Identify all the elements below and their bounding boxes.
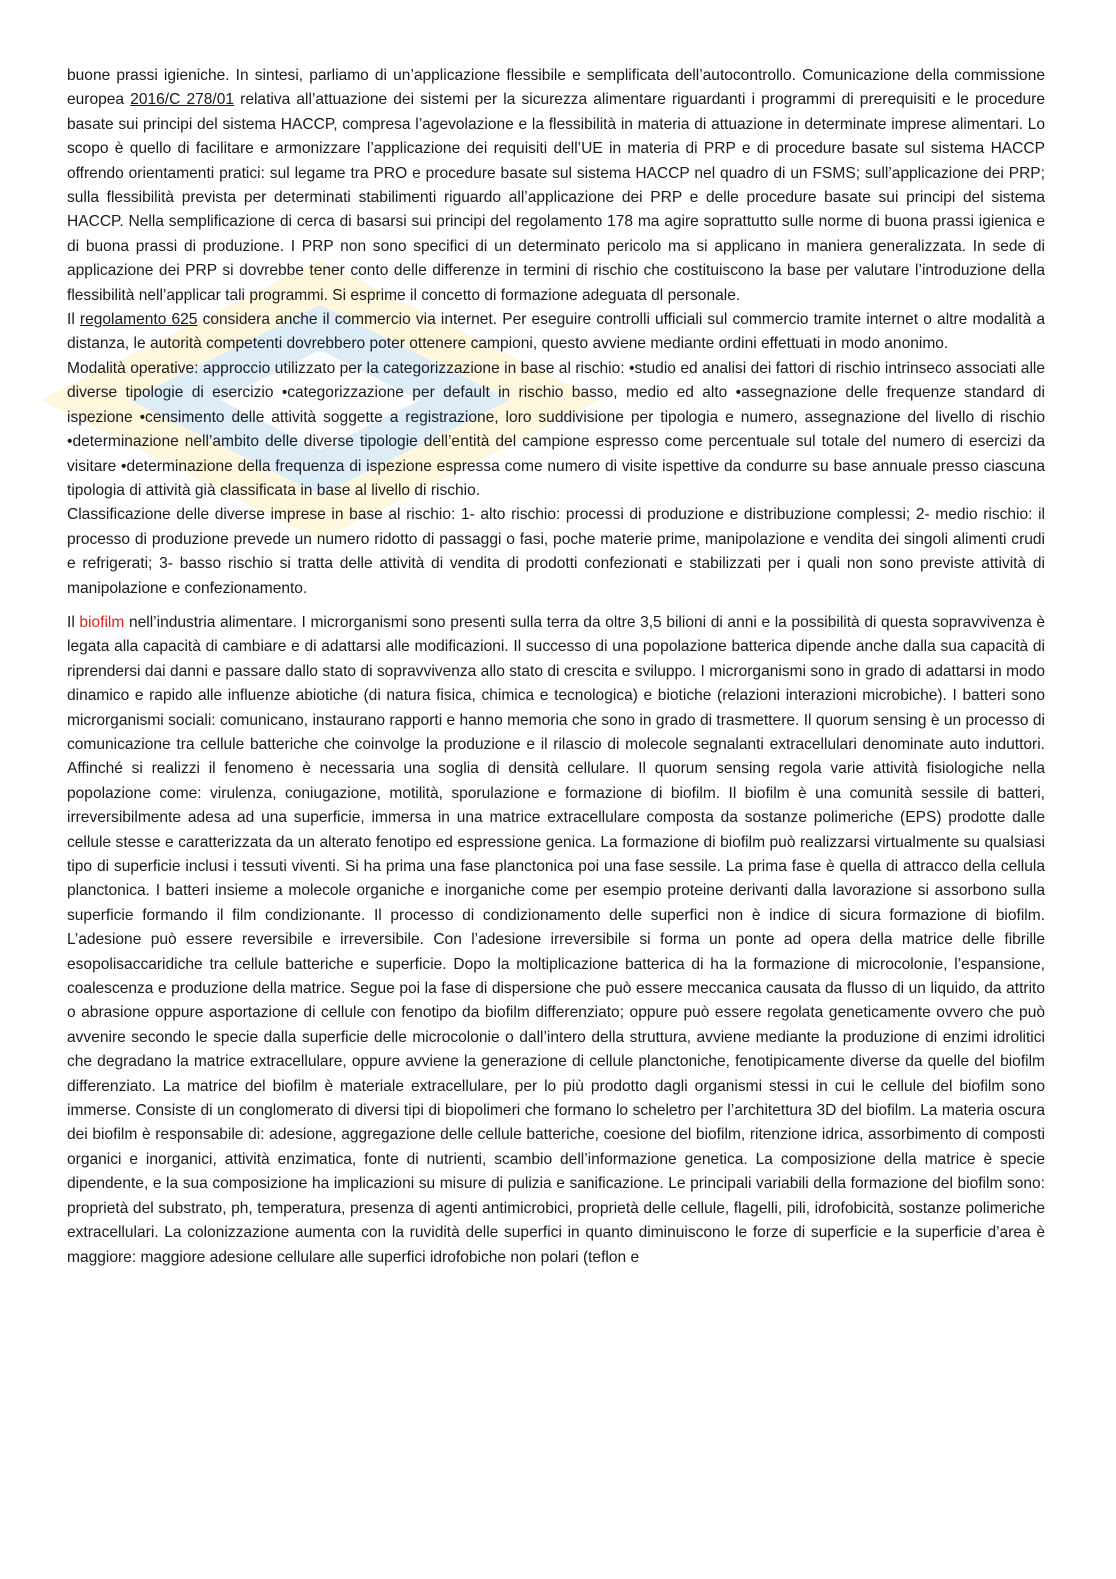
paragraph-modalita-operative: Modalità operative: approccio utilizzato per la categorizzazione in base al rischio: •studio ed analisi dei fattori di rischio intrinseco associati alle diverse tipologie di esercizio •categorizzazione per default in rischio basso, medio ed alto •assegnazione delle frequenze standard di ispezione •censimento delle attività soggette a registrazione, loro suddivisione per tipologia e numero, assegnazione del livello di rischio •determinazione nell’ambito delle diverse tipologie dell’entità del campione espresso come percentuale sul totale del numero di esercizi da visitare •determinazione della frequenza di ispezione espressa come numero di visite ispettive da condurre su base annuale presso ciascuna tipologia di attività già classificata in base al livello di rischio. xyxy=(67,359,1045,499)
paragraph-biofilm xyxy=(67,611,1045,1270)
document-body xyxy=(67,64,1045,1270)
paragraph-text: buone prassi igieniche. In sintesi, parliamo di un’applicazione flessibile e semplificata dell’autocontrollo. Comunicazione della commissione europea xyxy=(67,67,1045,109)
paragraph-classificazione: Classificazione delle diverse imprese in base al rischio: 1- alto rischio: processi di produzione e distribuzione complessi; 2- medio rischio: il processo di produzione prevede un numero ridotto di passaggi o fasi, poche materie prime, manipolazione e vendita dei singoli alimenti crudi e refrigerati; 3- basso rischio si tratta delle attività di vendita di prodotti confezionati e stabilizzati per i quali non sono previste attività di manipolazione e confezionamento. xyxy=(67,506,1045,597)
paragraph-text: considera anche il commercio via internet. Per eseguire controlli ufficiali sul commercio tramite internet o altre modalità a distanza, le autorità competenti dovrebbero poter ottenere campioni, questo avviene mediante ordini effettuati in modo anonimo. xyxy=(67,311,1046,353)
paragraph-text: Il xyxy=(67,613,80,631)
paragraph-text: relativa all’attuazione dei sistemi per la sicurezza alimentare riguardanti i programmi di prerequisiti e le procedure basate sui principi del sistema HACCP, compresa l’agevolazione e la flessibilità in materia di attuazione in determinate imprese alimentari. Lo scopo è quello di facilitare e armonizzare l’applicazione dei requisiti dell’UE in materia di PRP e di procedure basate sul sistema HACCP offrendo orientamenti pratici: sul legame tra PRO e procedure basate sul sistema HACCP nel quadro di un FSMS; sull’applicazione dei PRP; sulla flessibilità prevista per determinati stabilimenti riguardo all’applicazione dei PRP e delle procedure basate sui principi del sistema HACCP. Nella semplificazione di cerca di basarsi sui principi del regolamento 178 ma agire soprattutto sulle norme di buona prassi igienica e di buona prassi di produzione. I PRP non sono specifici di un determinato pericolo ma si applicano in maniera generalizzata. In sede di applicazione dei PRP si dovrebbe tener conto delle differenze in termini di rischio che costituiscono la base per valutare l’introduzione della flessibilità nell’applicar tali programmi. Si esprime il concetto di formazione adeguata dl personale. xyxy=(67,91,1045,304)
highlight-biofilm: biofilm xyxy=(79,613,125,631)
paragraph-regolamento-625 xyxy=(67,308,1045,357)
reference-regolamento-625: regolamento 625 xyxy=(79,311,198,329)
reference-2016-c-278: 2016/C 278/01 xyxy=(130,91,235,109)
paragraph-text: nell’industria alimentare. I microrganismi sono presenti sulla terra da oltre 3,5 bilioni di anni e la possibilità di questa sopravvivenza è legata alla capacità di cambiare e di adattarsi alle modificazioni. Il successo di una popolazione batterica dipende anche dalla sua capacità di riprendersi dai danni e passare dallo stato di sopravvivenza allo stato di crescita e sviluppo. I microrganismi sono in grado di adattarsi in modo dinamico e rapido alle influenze abiotiche (di natura fisica, chimica e tecnologica) e biotiche (relazioni interazioni microbiche). I batteri sono microrganismi sociali: comunicano, instaurano rapporti e hanno memoria che sono in grado di trasmettere. Il quorum sensing è un processo di comunicazione tra cellule batteriche che coinvolge la produzione e il rilascio di molecole segnalanti extracellulari denominate auto induttori. Affinché si realizzi il fenomeno è necessaria una soglia di densità cellulare. Il quorum sensing regola varie attività fisiologiche nella popolazione come: virulenza, coniugazione, motilità, sporulazione e formazione di biofilm. Il biofilm è una comunità sessile di batteri, irreversibilmente adesa ad una superficie, immersa in una matrice extracellulare composta da sostanze polimeriche (EPS) prodotte dalle cellule stesse e caratterizzata da un alterato fenotipo ed espressione genica. La formazione di biofilm può realizzarsi virtualmente su qualsiasi tipo di superficie inclusi i tessuti viventi. Si ha prima una fase planctonica poi una fase sessile. La prima fase è quella di attracco della cellula planctonica. I batteri insieme a molecole organiche e inorganiche come per esempio proteine derivanti dalla lavorazione si assorbono sulla superficie formando il film condizionante. Il processo di condizionamento delle superfici non è indice di sicura formazione di biofilm. L’adesione può essere reversibile e irreversibile. Con l’adesione irreversibile si forma un ponte ad opera della matrice delle fibrille esopolisaccaridiche tra cellule batteriche e superficie. Dopo la moltiplicazione batterica di ha la formazione di microcolonie, l’espansione, coalescenza e produzione della matrice. Segue poi la fase di dispersione che può essere meccanica causata da flusso di un liquido, da attrito o abrasione oppure asportazione di cellule con fenotipo da biofilm differenziato; oppure può essere regolata geneticamente ovvero che può avvenire secondo le specie dalla superficie delle microcolonie o dall’intero della struttura, avviene mediante la produzione di enzimi idrolitici che degradano la matrice extracellulare, oppure avviene la generazione di cellule planctoniche, fenotipicamente diverse da quelle del biofilm differenziato. La matrice del biofilm è materiale extracellulare, per lo più prodotto dagli organismi stessi in cui le cellule del biofilm sono immerse. Consiste di un conglomerato di diversi tipi di biopolimeri che formano lo scheletro per l’architettura 3D del biofilm. La materia oscura dei biofilm è responsabile di: adesione, aggregazione delle cellule batteriche, coesione del biofilm, ritenzione idrica, assorbimento di composti organici e inorganici, attività enzimatica, fonte di nutrienti, scambio dell’informazione genetica. La composizione della matrice è specie dipendente, e la sua composizione ha implicazioni su misure di pulizia e sanificazione. Le principali variabili della formazione del biofilm sono: proprietà del substrato, ph, temperatura, presenza di agenti antimicrobici, proprietà delle cellule, flagelli, pili, idrofobicità, sostanze polimeriche extracellulari. La colonizzazione aumenta con la ruvidità delle superfici in quanto diminuiscono le forze di superficie e la superficie d’area è maggiore: maggiore adesione cellulare alle superfici idrofobiche non polari (teflon e xyxy=(67,613,1045,1266)
paragraph-text: Il xyxy=(67,311,80,329)
paragraph-commissione xyxy=(67,64,1045,308)
